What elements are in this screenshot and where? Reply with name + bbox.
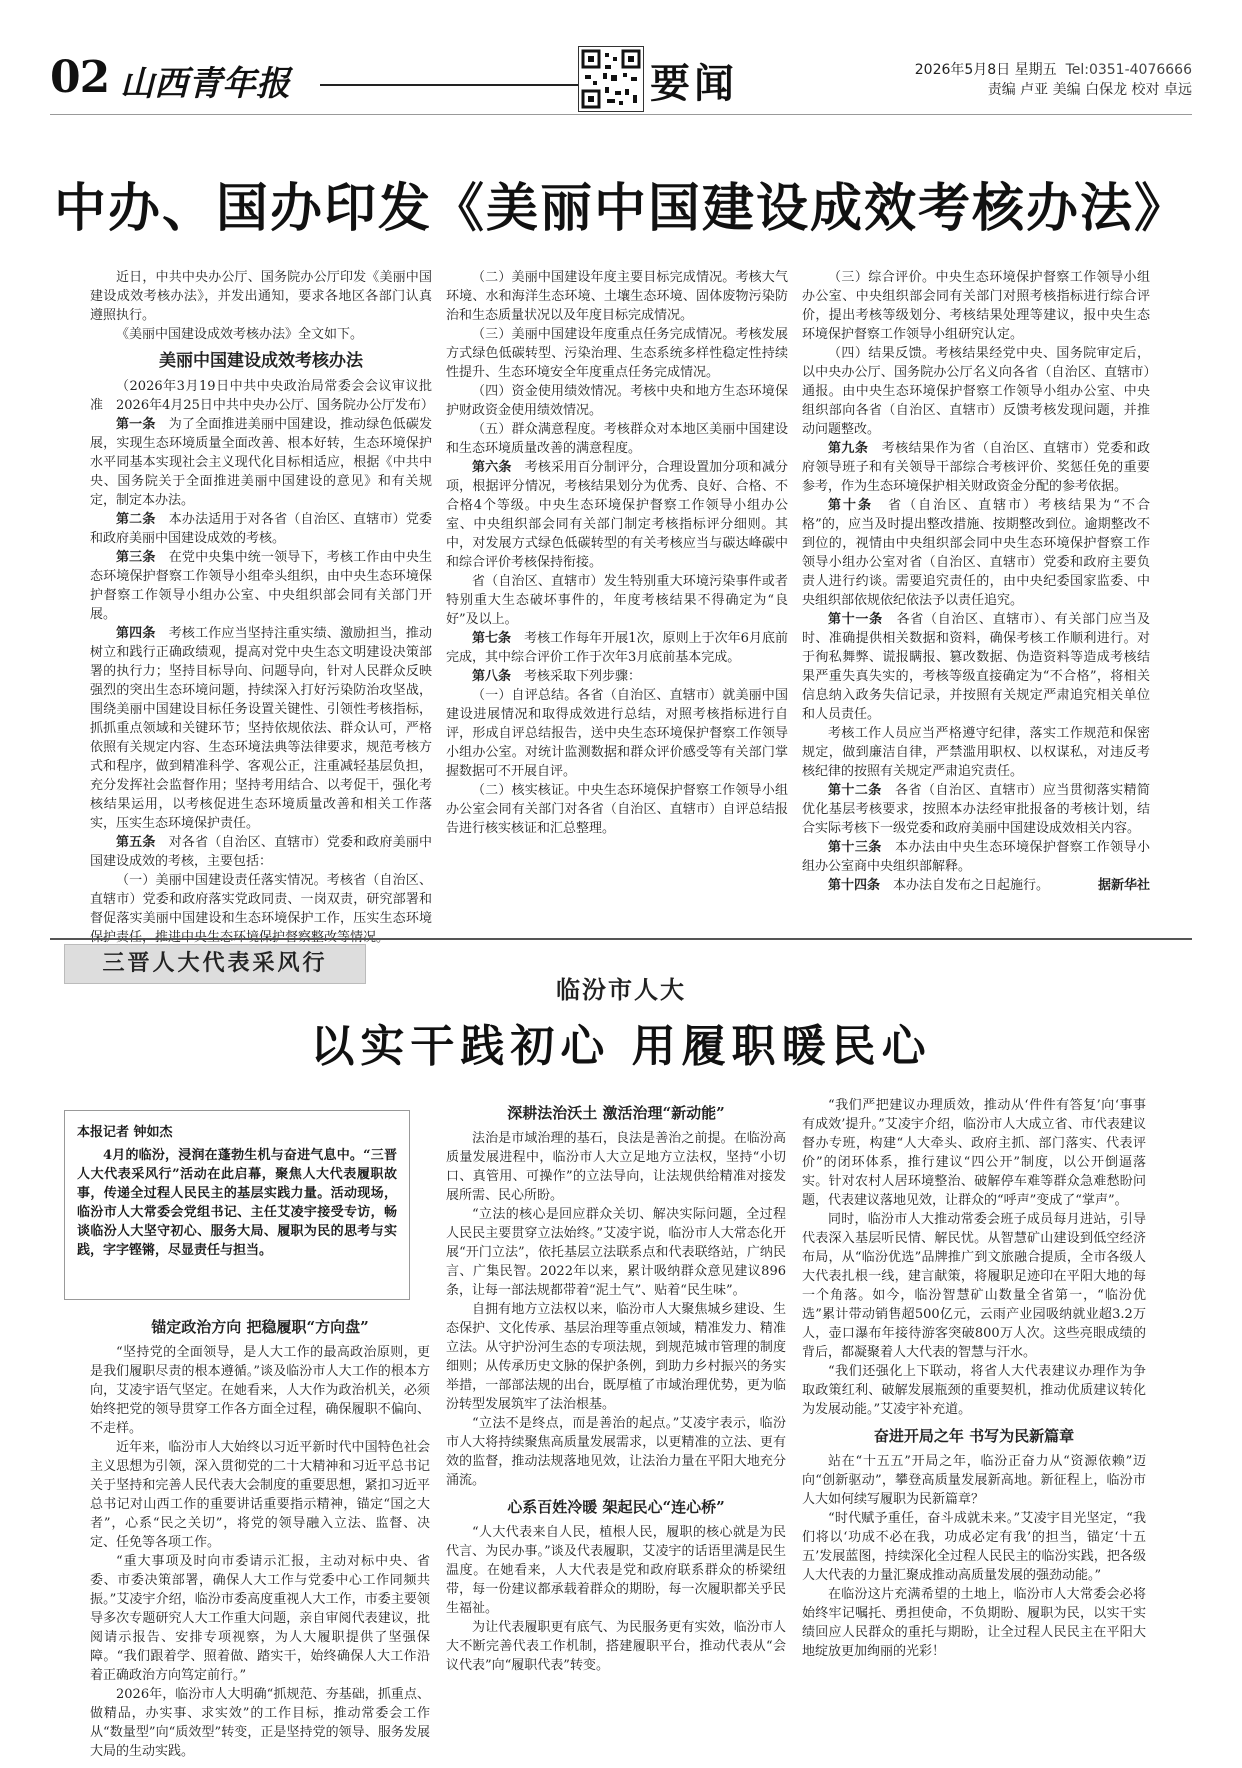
article-item: 第十条 省（自治区、直辖市）考核结果为“不合格”的，应当及时提出整改措施、按期整改到位。逾期整改不到位的，视情由中央组织部会同中央生态环境保护督察工作领导小组办公室对省（自治区、直辖市）党委和政府主要负责人进行约谈。需要追究责任的，由中央纪委国家监委、中央组织部依规依纪依法予以责任追究。 bbox=[802, 498, 1150, 608]
dateline bbox=[915, 60, 1192, 100]
article-item: 第三条 在党中央集中统一领导下，考核工作由中央生态环境保护督察工作领导小组牵头组织，由中央生态环境保护督察工作领导小组办公室、中央组织部会同有关部门开展。 bbox=[90, 550, 432, 622]
article-item: 第十三条 本办法由中央生态环境保护督察工作领导小组办公室商中央组织部解释。 bbox=[802, 840, 1150, 874]
paragraph: “人大代表来自人民，植根人民，履职的核心就是为民代言、为民办事。”谈及代表履职，艾凌宇的话语里满是民生温度。在她看来，人大代表是党和政府联系群众的桥梁纽带，每一份建议都承载着群众的期盼，每一次履职都关乎民生福祉。 bbox=[446, 1525, 786, 1616]
article-item: 第七条 考核工作每年开展1次，原则上于次年6月底前完成，其中综合评价工作于次年3月底前基本完成。 bbox=[446, 631, 788, 665]
lead-paragraph: 4月的临汾，浸润在蓬勃生机与奋进气息中。“三晋人大代表采风行”活动在此启幕，聚焦人大代表履职故事，传递全过程人民民主的基层实践力量。活动现场，临汾市人大常委会党组书记、主任艾凌宇接受专访，畅谈临汾人大坚守初心、服务大局、履职为民的思考与实践，字字铿锵，尽显责任与担当。 bbox=[77, 1148, 397, 1258]
paragraph: （一）自评总结。各省（自治区、直辖市）就美丽中国建设进展情况和取得成效进行总结，对照考核指标进行自评，形成自评总结报告，送中央生态环境保护督察工作领导小组办公室。对统计监测数据和群众评价感受等有关部门掌握数据可不开展自评。 bbox=[446, 688, 788, 779]
article-item: 第六条 考核采用百分制评分，合理设置加分项和减分项，根据评分情况，考核结果划分为优秀、良好、合格、不合格4个等级。中央生态环境保护督察工作领导小组办公室、中央组织部会同有关部门制定考核指标评分细则。其中，对发展方式绿色低碳转型的有关考核应当与碳达峰碳中和综合评价考核保持衔接。 bbox=[446, 460, 788, 570]
paragraph: （五）群众满意程度。考核群众对本地区美丽中国建设和生态环境质量改善的满意程度。 bbox=[446, 422, 788, 456]
article1-column-3 bbox=[802, 268, 1150, 895]
article1-column-2 bbox=[446, 268, 788, 838]
section-title: 要闻 bbox=[650, 60, 738, 107]
paragraph: 自拥有地方立法权以来，临汾市人大聚焦城乡建设、生态保护、文化传承、基层治理等重点领域，精准发力、精准立法。从守护汾河生态的专项法规，到规范城市管理的制度细则；从传承历史文脉的保护条例，到助力乡村振兴的务实举措，一部部法规的出台，既厚植了市域治理优势，更为临汾转型发展筑牢了法治根基。 bbox=[446, 1302, 786, 1412]
page-number: 02 bbox=[50, 52, 110, 103]
document-meta: （2026年3月19日中共中央政治局常委会会议审议批准 2026年4月25日中共中央办公厅、国务院办公厅发布） bbox=[90, 379, 434, 413]
paragraph: “时代赋予重任，奋斗成就未来。”艾凌宇目光坚定，“我们将以‘功成不必在我，功成必定有我’的担当，锚定‘十五五’发展蓝图，持续深化全过程人民民主的临汾实践，把各级人大代表的力量汇聚成推动高质量发展的强劲动能。” bbox=[802, 1511, 1146, 1583]
paragraph: 站在“十五五”开局之年，临汾正奋力从“资源依赖”迈向“创新驱动”，攀登高质量发展新高地。新征程上，临汾市人大如何续写履职为民新篇章？ bbox=[802, 1454, 1146, 1507]
article2-column-1 bbox=[90, 1310, 430, 1761]
newspaper-logo: 山西青年报 bbox=[120, 64, 290, 104]
article1-headline: 中办、国办印发《美丽中国建设成效考核办法》 bbox=[53, 178, 1188, 239]
paragraph: 2026年，临汾市人大明确“抓规范、夯基础，抓重点、做精品，办实事、求实效”的工作目标，推动常委会工作从“数量型”向“质效型”转变，正是坚持党的领导、服务发展大局的生动实践。 bbox=[90, 1687, 430, 1759]
article2-column-3 bbox=[802, 1096, 1146, 1661]
qr-code-icon bbox=[578, 46, 644, 112]
section-divider bbox=[50, 938, 1192, 940]
subsection-heading: 奋进开局之年 书写为民新篇章 bbox=[873, 1427, 1075, 1445]
article-item: 第九条 考核结果作为省（自治区、直辖市）党委和政府领导班子和有关领导干部综合考核评价、奖惩任免的重要参考，作为生态环境保护相关财政资金分配的参考依据。 bbox=[802, 441, 1150, 494]
subsection-heading: 深耕法治沃土 激活治理“新动能” bbox=[507, 1104, 725, 1122]
paragraph: “立法不是终点，而是善治的起点。”艾凌宇表示，临汾市人大将持续聚焦高质量发展需求，以更精准的立法、更有效的监督，推动法规落地见效，让法治力量在平阳大地充分涌流。 bbox=[446, 1416, 786, 1488]
paragraph: 在临汾这片充满希望的土地上，临汾市人大常委会必将始终牢记嘱托、勇担使命，不负期盼、履职为民，以实干实绩回应人民群众的重托与期盼，让全过程人民民主在平阳大地绽放更加绚丽的光彩！ bbox=[802, 1587, 1146, 1659]
subsection-heading: 心系百姓冷暖 架起民心“连心桥” bbox=[507, 1498, 725, 1516]
document-title: 美丽中国建设成效考核办法 bbox=[159, 351, 363, 371]
paragraph: 法治是市域治理的基石，良法是善治之前提。在临汾高质量发展进程中，临汾市人大立足地方立法权，坚持“小切口、真管用、可操作”的立法导向，让法规供给精准对接发展所需、民心所盼。 bbox=[446, 1131, 786, 1203]
paragraph: 省（自治区、直辖市）发生特别重大环境污染事件或者特别重大生态破坏事件的，年度考核结果不得确定为“良好”及以上。 bbox=[446, 574, 788, 627]
paragraph: “重大事项及时向市委请示汇报，主动对标中央、省委、市委决策部署，确保人大工作与党委中心工作同频共振。”艾凌宇介绍，临汾市委高度重视人大工作，市委主要领导多次专题研究人大工作重大问题，亲自审阅代表建议，批阅请示报告、安排专项视察，为人大履职提供了坚强保障。“我们跟着学、照着做、踏实干，始终确保人大工作沿着正确政治方向笃定前行。” bbox=[90, 1554, 430, 1683]
source-credit: 据新华社 bbox=[1097, 878, 1150, 893]
paragraph: 近年来，临汾市人大始终以习近平新时代中国特色社会主义思想为引领，深入贯彻党的二十大精神和习近平总书记关于坚持和完善人民代表大会制度的重要思想，紧扣习近平总书记对山西工作的重要讲话重要指示精神，锚定“国之大者”，心系“民之关切”，将党的领导融入立法、监督、决定、任免等各项工作。 bbox=[90, 1440, 430, 1550]
article-item: 第八条 考核采取下列步骤： bbox=[472, 669, 642, 684]
masthead bbox=[50, 46, 1192, 114]
paragraph: “坚持党的全面领导，是人大工作的最高政治原则，更是我们履职尽责的根本遵循。”谈及临汾市人大工作的根本方向，艾凌宇语气坚定。在她看来，人大作为政治机关，必须始终把党的领导贯穿工作各方面全过程，确保履职不偏向、不走样。 bbox=[90, 1345, 430, 1436]
paragraph: “立法的核心是回应群众关切、解决实际问题，全过程人民民主要贯穿立法始终。”艾凌宇说，临汾市人大常态化开展“开门立法”，依托基层立法联系点和代表联络站，广纳民言、广集民智。2022年以来，累计吸纳群众意见建议896条，让每一部法规都带着“泥土气”、贴着“民生味”。 bbox=[446, 1207, 786, 1298]
paragraph: 考核工作人员应当严格遵守纪律，落实工作规范和保密规定，做到廉洁自律，严禁滥用职权、以权谋私，对违反考核纪律的按照有关规定严肃追究责任。 bbox=[802, 726, 1150, 779]
column-banner: 三晋人大代表采风行 bbox=[64, 944, 366, 984]
article-item: 第五条 对各省（自治区、直辖市）党委和政府美丽中国建设成效的考核，主要包括： bbox=[90, 835, 432, 869]
lead-box bbox=[64, 1110, 410, 1300]
article2-column-2 bbox=[446, 1096, 786, 1675]
issue-date: 2026年5月8日 星期五 bbox=[914, 62, 1057, 78]
paragraph: 同时，临汾市人大推动常委会班子成员每月进站，引导代表深入基层听民情、解民忧。从智慧矿山建设到低空经济布局，从“临汾优选”品牌推广到文旅融合提质，全市各级人大代表扎根一线，建言献策，将履职足迹印在平阳大地的每一个角落。如今，临汾智慧矿山数量全省第一，“临汾优选”累计带动销售超500亿元，云雨产业园吸纳就业超3.2万人，壶口瀑布年接待游客突破800万人次。这些亮眼成绩的背后，都凝聚着人大代表的智慧与汗水。 bbox=[802, 1212, 1146, 1360]
paragraph: （二）核实核证。中央生态环境保护督察工作领导小组办公室会同有关部门对各省（自治区、直辖市）自评总结报告进行核实核证和汇总整理。 bbox=[446, 783, 788, 836]
paragraph: （四）资金使用绩效情况。考核中央和地方生态环境保护财政资金使用绩效情况。 bbox=[446, 384, 788, 418]
paragraph: “我们严把建议办理质效，推动从‘件件有答复’向‘事事有成效’提升。”艾凌宇介绍，临汾市人大成立省、市代表建议督办专班，构建“人大牵头、政府主抓、部门落实、代表评价”的闭环体系，推行建议“四公开”制度，以公开倒逼落实。针对农村人居环境整治、破解停车难等群众急难愁盼问题，代表建议落地见效，让群众的“呼声”变成了“掌声”。 bbox=[802, 1098, 1146, 1208]
paragraph: （三）综合评价。中央生态环境保护督察工作领导小组办公室、中央组织部会同有关部门对照考核指标进行综合评价，提出考核等级划分、考核结果处理等建议，报中央生态环境保护督察工作领导小组研究认定。 bbox=[802, 270, 1150, 342]
masthead-rule-left bbox=[320, 84, 578, 86]
paragraph: （一）美丽中国建设责任落实情况。考核省（自治区、直辖市）党委和政府落实党政同责、一岗双责，研究部署和督促落实美丽中国建设和生态环境保护工作，压实生态环境 bbox=[90, 873, 432, 926]
subsection-heading: 锚定政治方向 把稳履职“方向盘” bbox=[151, 1318, 369, 1336]
article1-column-1 bbox=[90, 268, 432, 947]
article-item: 第二条 本办法适用于对各省（自治区、直辖市）党委和政府美丽中国建设成效的考核。 bbox=[90, 512, 432, 546]
editor-credits: 责编 卢亚 美编 白保龙 校对 卓远 bbox=[987, 82, 1192, 98]
paragraph: “我们还强化上下联动，将省人大代表建议办理作为争取政策红利、破解发展瓶颈的重要契机，推动优质建议转化为发展动能。”艾凌宇补充道。 bbox=[802, 1364, 1146, 1417]
reporter-byline: 本报记者 钟如杰 bbox=[77, 1125, 173, 1140]
article-item: 第十二条 各省（自治区、直辖市）应当贯彻落实精简优化基层考核要求，按照本办法经审批报备的考核计划，结合实际考核下一级党委和政府美丽中国建设成效相关内容。 bbox=[802, 783, 1150, 836]
article-item: 第十四条 本办法自发布之日起施行。 据新华社 bbox=[828, 878, 1150, 893]
article2-kicker: 临汾市人大 bbox=[556, 975, 686, 1004]
paragraph: 近日，中共中央办公厅、国务院办公厅印发《美丽中国建设成效考核办法》，并发出通知，要求各地区各部门认真遵照执行。 bbox=[90, 270, 432, 323]
article2-headline: 以实干践初心 用履职暖民心 bbox=[310, 1021, 932, 1072]
article-item: 第一条 为了全面推进美丽中国建设，推动绿色低碳发展，实现生态环境质量全面改善、根本好转，生态环境保护水平同基本实现社会主义现代化目标相适应，根据《中共中央、国务院关于全面推进美丽中国建设的意见》和有关规定，制定本办法。 bbox=[90, 417, 432, 508]
telephone: Tel:0351-4076666 bbox=[1065, 62, 1192, 78]
paragraph: 《美丽中国建设成效考核办法》全文如下。 bbox=[116, 327, 364, 342]
masthead-divider bbox=[50, 114, 1192, 115]
paragraph: （四）结果反馈。考核结果经党中央、国务院审定后，以中央办公厅、国务院办公厅名义向各省（自治区、直辖市）通报。由中央生态环境保护督察工作领导小组办公室、中央组织部向各省（自治区、直辖市）反馈考核发现问题，并推动问题整改。 bbox=[802, 346, 1150, 437]
paragraph: （二）美丽中国建设年度主要目标完成情况。考核大气环境、水和海洋生态环境、土壤生态环境、固体废物污染防治和生态质量状况以及年度目标完成情况。 bbox=[446, 270, 788, 323]
article-item: 第十一条 各省（自治区、直辖市）、有关部门应当及时、准确提供相关数据和资料，确保考核工作顺利进行。对于徇私舞弊、谎报瞒报、篡改数据、伪造资料等造成考核结果严重失真失实的，考核等级直接确定为“不合格”，将相关信息纳入政务失信记录，并按照有关规定严肃追究相关单位和人员责任。 bbox=[802, 612, 1150, 722]
paragraph: （三）美丽中国建设年度重点任务完成情况。考核发展方式绿色低碳转型、污染治理、生态系统多样性稳定性持续性提升、生态环境安全年度重点任务完成情况。 bbox=[446, 327, 788, 380]
paragraph: 为让代表履职更有底气、为民服务更有实效，临汾市人大不断完善代表工作机制，搭建履职平台，推动代表从“会议代表”向“履职代表”转变。 bbox=[446, 1620, 786, 1673]
article-item: 第四条 考核工作应当坚持注重实绩、激励担当，推动树立和践行正确政绩观，提高对党中央生态文明建设决策部署的执行力；坚持目标导向、问题导向，针对人民群众反映强烈的突出生态环境问题，持续深入打好污染防治攻坚战，围绕美丽中国建设目标任务设置关键性、引领性考核指标，抓抓重点领域和关键环节；坚持依规依法、群众认可，严格依照有关规定内容、生态环境法典等法律要求，规范考核方式和程序，做到精准科学、客观公正，注重减轻基层负担，充分发挥社会监督作用；坚持考用结合、以考促干，强化考核结果运用，以考核促进生态环境质量改善和相关工作落实，压实生态环境保护责任。 bbox=[90, 626, 432, 831]
